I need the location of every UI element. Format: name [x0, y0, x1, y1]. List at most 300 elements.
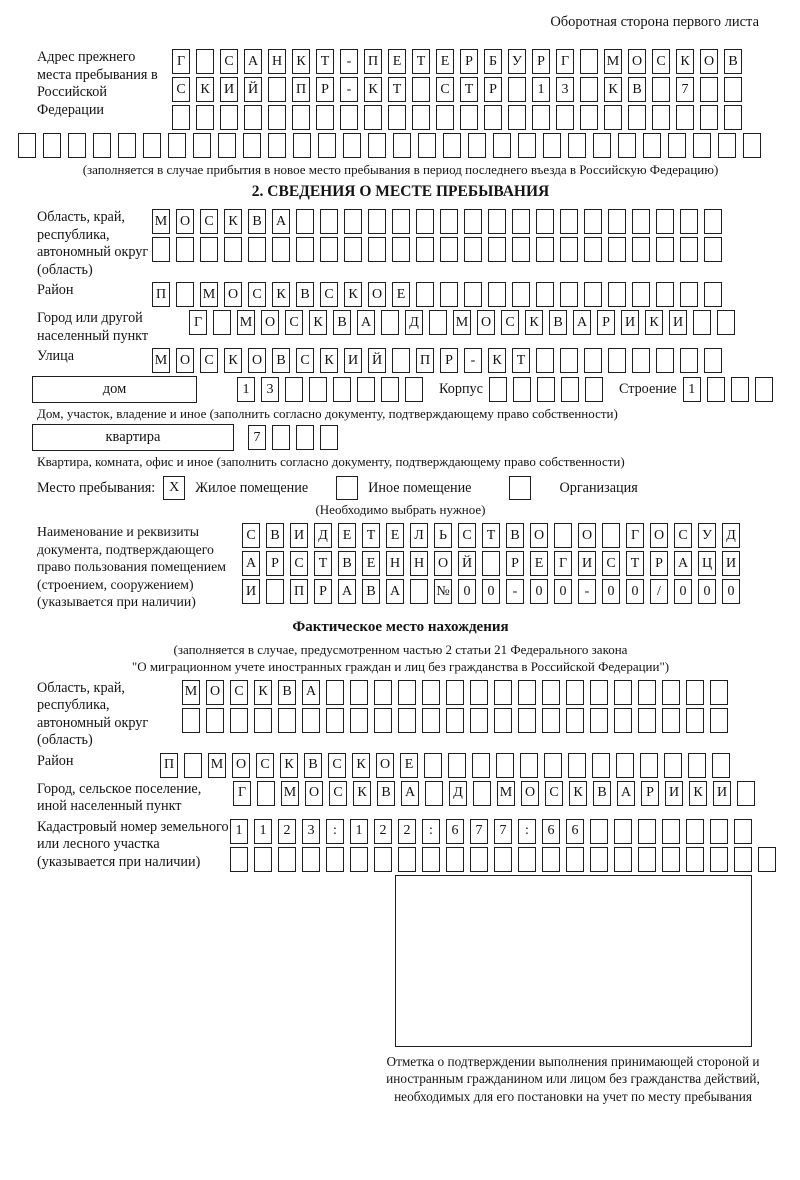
char-box[interactable]: С — [674, 523, 692, 548]
char-box[interactable] — [268, 133, 286, 158]
char-box[interactable]: Т — [362, 523, 380, 548]
char-box[interactable]: 6 — [446, 819, 464, 844]
char-box[interactable]: Е — [530, 551, 548, 576]
char-box[interactable]: Е — [436, 49, 454, 74]
char-box[interactable]: К — [604, 77, 622, 102]
char-box[interactable] — [584, 209, 602, 234]
char-box[interactable]: Ь — [434, 523, 452, 548]
char-box[interactable]: С — [501, 310, 519, 335]
char-box[interactable] — [662, 819, 680, 844]
char-box[interactable] — [556, 105, 574, 130]
char-box[interactable]: 2 — [398, 819, 416, 844]
char-box[interactable] — [608, 282, 626, 307]
char-box[interactable] — [707, 377, 725, 402]
char-box[interactable] — [656, 209, 674, 234]
char-box[interactable] — [560, 237, 578, 262]
char-box[interactable]: К — [645, 310, 663, 335]
char-box[interactable] — [344, 209, 362, 234]
checkbox-other-premises[interactable] — [336, 476, 358, 500]
char-box[interactable] — [320, 209, 338, 234]
char-box[interactable] — [196, 105, 214, 130]
char-box[interactable] — [218, 133, 236, 158]
char-box[interactable] — [593, 133, 611, 158]
char-box[interactable]: Й — [244, 77, 262, 102]
char-box[interactable] — [584, 282, 602, 307]
char-box[interactable]: Д — [405, 310, 423, 335]
char-box[interactable] — [388, 105, 406, 130]
char-box[interactable]: П — [416, 348, 434, 373]
char-box[interactable] — [638, 680, 656, 705]
char-box[interactable] — [296, 209, 314, 234]
char-box[interactable]: Г — [233, 781, 251, 806]
char-box[interactable]: К — [689, 781, 707, 806]
char-box[interactable] — [518, 133, 536, 158]
char-box[interactable] — [470, 847, 488, 872]
char-box[interactable] — [488, 237, 506, 262]
char-box[interactable] — [568, 753, 586, 778]
char-box[interactable]: Н — [268, 49, 286, 74]
char-box[interactable] — [638, 847, 656, 872]
char-box[interactable] — [638, 708, 656, 733]
char-box[interactable] — [700, 77, 718, 102]
char-box[interactable] — [392, 209, 410, 234]
char-box[interactable] — [292, 105, 310, 130]
char-box[interactable] — [320, 237, 338, 262]
char-box[interactable] — [585, 377, 603, 402]
char-box[interactable]: В — [506, 523, 524, 548]
char-box[interactable] — [350, 680, 368, 705]
char-box[interactable] — [718, 133, 736, 158]
char-box[interactable]: Т — [626, 551, 644, 576]
char-box[interactable]: Р — [484, 77, 502, 102]
char-box[interactable]: В — [593, 781, 611, 806]
char-box[interactable] — [410, 579, 428, 604]
char-box[interactable] — [680, 209, 698, 234]
char-box[interactable]: - — [464, 348, 482, 373]
char-box[interactable]: 1 — [254, 819, 272, 844]
char-box[interactable] — [604, 105, 622, 130]
char-box[interactable] — [393, 133, 411, 158]
char-box[interactable] — [213, 310, 231, 335]
char-box[interactable]: 7 — [494, 819, 512, 844]
char-box[interactable]: 6 — [542, 819, 560, 844]
char-box[interactable] — [554, 523, 572, 548]
char-box[interactable]: А — [386, 579, 404, 604]
char-box[interactable]: И — [713, 781, 731, 806]
char-box[interactable] — [704, 209, 722, 234]
char-box[interactable] — [614, 708, 632, 733]
char-box[interactable]: Е — [386, 523, 404, 548]
char-box[interactable]: Р — [650, 551, 668, 576]
char-box[interactable]: С — [328, 753, 346, 778]
char-box[interactable] — [640, 753, 658, 778]
char-box[interactable]: С — [220, 49, 238, 74]
char-box[interactable] — [602, 523, 620, 548]
char-box[interactable] — [422, 708, 440, 733]
char-box[interactable]: 0 — [458, 579, 476, 604]
char-box[interactable] — [724, 77, 742, 102]
char-box[interactable] — [268, 105, 286, 130]
char-box[interactable] — [93, 133, 111, 158]
char-box[interactable] — [278, 847, 296, 872]
char-box[interactable]: К — [320, 348, 338, 373]
char-box[interactable]: А — [617, 781, 635, 806]
char-box[interactable] — [268, 77, 286, 102]
char-box[interactable] — [340, 105, 358, 130]
char-box[interactable]: К — [352, 753, 370, 778]
char-box[interactable]: В — [362, 579, 380, 604]
char-box[interactable] — [350, 847, 368, 872]
char-box[interactable] — [152, 237, 170, 262]
char-box[interactable]: 0 — [626, 579, 644, 604]
char-box[interactable]: С — [242, 523, 260, 548]
char-box[interactable]: - — [578, 579, 596, 604]
char-box[interactable]: А — [244, 49, 262, 74]
char-box[interactable]: Р — [506, 551, 524, 576]
char-box[interactable] — [710, 819, 728, 844]
char-box[interactable]: Р — [316, 77, 334, 102]
char-box[interactable] — [704, 282, 722, 307]
char-box[interactable]: О — [477, 310, 495, 335]
char-box[interactable] — [488, 282, 506, 307]
char-box[interactable] — [688, 753, 706, 778]
char-box[interactable]: : — [326, 819, 344, 844]
char-box[interactable]: Г — [626, 523, 644, 548]
char-box[interactable]: - — [506, 579, 524, 604]
char-box[interactable] — [584, 237, 602, 262]
char-box[interactable] — [494, 708, 512, 733]
char-box[interactable] — [374, 680, 392, 705]
char-box[interactable] — [326, 708, 344, 733]
char-box[interactable] — [168, 133, 186, 158]
char-box[interactable]: П — [290, 579, 308, 604]
char-box[interactable]: Т — [316, 49, 334, 74]
char-box[interactable]: С — [290, 551, 308, 576]
char-box[interactable] — [425, 781, 443, 806]
char-box[interactable] — [285, 377, 303, 402]
char-box[interactable] — [468, 133, 486, 158]
char-box[interactable] — [278, 708, 296, 733]
char-box[interactable] — [357, 377, 375, 402]
char-box[interactable] — [494, 847, 512, 872]
char-box[interactable]: О — [434, 551, 452, 576]
char-box[interactable]: Р — [266, 551, 284, 576]
char-box[interactable]: 0 — [602, 579, 620, 604]
char-box[interactable]: 7 — [248, 425, 266, 450]
char-box[interactable]: К — [569, 781, 587, 806]
char-box[interactable]: А — [242, 551, 260, 576]
char-box[interactable] — [244, 105, 262, 130]
char-box[interactable]: А — [272, 209, 290, 234]
checkbox-organization[interactable] — [509, 476, 531, 500]
char-box[interactable] — [464, 237, 482, 262]
char-box[interactable] — [614, 819, 632, 844]
char-box[interactable]: К — [488, 348, 506, 373]
char-box[interactable] — [326, 680, 344, 705]
char-box[interactable]: 0 — [530, 579, 548, 604]
char-box[interactable]: 2 — [278, 819, 296, 844]
char-box[interactable]: М — [200, 282, 218, 307]
char-box[interactable] — [296, 425, 314, 450]
char-box[interactable]: Т — [512, 348, 530, 373]
char-box[interactable] — [686, 708, 704, 733]
char-box[interactable]: - — [340, 77, 358, 102]
char-box[interactable] — [618, 133, 636, 158]
char-box[interactable]: В — [628, 77, 646, 102]
char-box[interactable] — [542, 847, 560, 872]
char-box[interactable]: 3 — [302, 819, 320, 844]
char-box[interactable] — [652, 105, 670, 130]
char-box[interactable] — [668, 133, 686, 158]
char-box[interactable] — [302, 708, 320, 733]
char-box[interactable] — [422, 847, 440, 872]
char-box[interactable]: С — [200, 348, 218, 373]
char-box[interactable]: В — [377, 781, 395, 806]
char-box[interactable] — [580, 105, 598, 130]
char-box[interactable]: Й — [368, 348, 386, 373]
char-box[interactable]: О — [206, 680, 224, 705]
char-box[interactable] — [700, 105, 718, 130]
char-box[interactable] — [254, 847, 272, 872]
char-box[interactable] — [257, 781, 275, 806]
char-box[interactable] — [488, 209, 506, 234]
char-box[interactable] — [513, 377, 531, 402]
char-box[interactable]: 0 — [674, 579, 692, 604]
char-box[interactable]: Т — [314, 551, 332, 576]
char-box[interactable] — [693, 310, 711, 335]
char-box[interactable]: И — [290, 523, 308, 548]
char-box[interactable]: С — [436, 77, 454, 102]
char-box[interactable] — [309, 377, 327, 402]
char-box[interactable]: И — [220, 77, 238, 102]
char-box[interactable]: К — [364, 77, 382, 102]
char-box[interactable] — [710, 680, 728, 705]
char-box[interactable] — [448, 753, 466, 778]
char-box[interactable] — [704, 237, 722, 262]
char-box[interactable]: О — [176, 209, 194, 234]
char-box[interactable] — [518, 708, 536, 733]
char-box[interactable]: 0 — [482, 579, 500, 604]
char-box[interactable] — [568, 133, 586, 158]
char-box[interactable]: М — [281, 781, 299, 806]
char-box[interactable] — [560, 282, 578, 307]
char-box[interactable]: В — [724, 49, 742, 74]
char-box[interactable]: А — [357, 310, 375, 335]
char-box[interactable]: О — [578, 523, 596, 548]
char-box[interactable]: Р — [460, 49, 478, 74]
char-box[interactable]: Т — [482, 523, 500, 548]
char-box[interactable] — [446, 708, 464, 733]
char-box[interactable] — [416, 237, 434, 262]
char-box[interactable]: Т — [412, 49, 430, 74]
char-box[interactable]: 3 — [261, 377, 279, 402]
char-box[interactable]: 1 — [532, 77, 550, 102]
char-box[interactable] — [590, 680, 608, 705]
char-box[interactable] — [537, 377, 555, 402]
char-box[interactable]: К — [676, 49, 694, 74]
char-box[interactable] — [18, 133, 36, 158]
char-box[interactable] — [172, 105, 190, 130]
char-box[interactable] — [656, 237, 674, 262]
char-box[interactable]: Г — [172, 49, 190, 74]
char-box[interactable] — [412, 77, 430, 102]
char-box[interactable]: И — [621, 310, 639, 335]
char-box[interactable] — [734, 847, 752, 872]
char-box[interactable] — [374, 708, 392, 733]
char-box[interactable] — [482, 551, 500, 576]
char-box[interactable] — [710, 847, 728, 872]
char-box[interactable]: П — [160, 753, 178, 778]
char-box[interactable] — [560, 209, 578, 234]
char-box[interactable] — [224, 237, 242, 262]
char-box[interactable]: 0 — [698, 579, 716, 604]
char-box[interactable] — [512, 237, 530, 262]
char-box[interactable] — [566, 680, 584, 705]
char-box[interactable]: К — [224, 209, 242, 234]
char-box[interactable] — [680, 282, 698, 307]
char-box[interactable]: П — [364, 49, 382, 74]
char-box[interactable] — [632, 282, 650, 307]
char-box[interactable] — [686, 680, 704, 705]
char-box[interactable] — [493, 133, 511, 158]
char-box[interactable]: С — [545, 781, 563, 806]
char-box[interactable] — [460, 105, 478, 130]
char-box[interactable] — [566, 708, 584, 733]
char-box[interactable] — [243, 133, 261, 158]
char-box[interactable]: Д — [722, 523, 740, 548]
char-box[interactable] — [676, 105, 694, 130]
char-box[interactable]: С — [285, 310, 303, 335]
char-box[interactable] — [193, 133, 211, 158]
char-box[interactable]: О — [176, 348, 194, 373]
char-box[interactable]: Д — [314, 523, 332, 548]
char-box[interactable] — [473, 781, 491, 806]
char-box[interactable] — [544, 753, 562, 778]
char-box[interactable]: В — [338, 551, 356, 576]
char-box[interactable] — [318, 133, 336, 158]
char-box[interactable] — [686, 819, 704, 844]
char-box[interactable]: 3 — [556, 77, 574, 102]
char-box[interactable] — [512, 209, 530, 234]
char-box[interactable]: Г — [189, 310, 207, 335]
char-box[interactable] — [656, 282, 674, 307]
char-box[interactable] — [296, 237, 314, 262]
char-box[interactable] — [333, 377, 351, 402]
char-box[interactable]: О — [376, 753, 394, 778]
char-box[interactable]: С — [602, 551, 620, 576]
char-box[interactable]: К — [224, 348, 242, 373]
char-box[interactable]: К — [280, 753, 298, 778]
char-box[interactable] — [561, 377, 579, 402]
char-box[interactable] — [424, 753, 442, 778]
char-box[interactable] — [398, 847, 416, 872]
char-box[interactable] — [693, 133, 711, 158]
char-box[interactable]: А — [573, 310, 591, 335]
char-box[interactable] — [429, 310, 447, 335]
char-box[interactable] — [608, 209, 626, 234]
char-box[interactable] — [731, 377, 749, 402]
char-box[interactable]: Е — [388, 49, 406, 74]
char-box[interactable]: Б — [484, 49, 502, 74]
char-box[interactable]: О — [530, 523, 548, 548]
char-box[interactable]: В — [248, 209, 266, 234]
char-box[interactable] — [470, 680, 488, 705]
char-box[interactable] — [176, 282, 194, 307]
char-box[interactable]: / — [650, 579, 668, 604]
char-box[interactable]: С — [172, 77, 190, 102]
char-box[interactable]: К — [272, 282, 290, 307]
char-box[interactable]: И — [669, 310, 687, 335]
char-box[interactable] — [580, 77, 598, 102]
char-box[interactable]: О — [521, 781, 539, 806]
char-box[interactable]: С — [652, 49, 670, 74]
char-box[interactable] — [472, 753, 490, 778]
char-box[interactable] — [68, 133, 86, 158]
char-box[interactable]: М — [182, 680, 200, 705]
char-box[interactable] — [230, 847, 248, 872]
char-box[interactable]: К — [254, 680, 272, 705]
char-box[interactable] — [508, 105, 526, 130]
char-box[interactable] — [320, 425, 338, 450]
char-box[interactable]: М — [152, 348, 170, 373]
char-box[interactable]: В — [333, 310, 351, 335]
char-box[interactable]: М — [152, 209, 170, 234]
char-box[interactable] — [350, 708, 368, 733]
char-box[interactable] — [590, 819, 608, 844]
char-box[interactable] — [755, 377, 773, 402]
char-box[interactable]: 1 — [237, 377, 255, 402]
char-box[interactable] — [200, 237, 218, 262]
char-box[interactable] — [518, 847, 536, 872]
char-box[interactable]: М — [208, 753, 226, 778]
char-box[interactable] — [206, 708, 224, 733]
char-box[interactable] — [440, 237, 458, 262]
char-box[interactable] — [542, 680, 560, 705]
char-box[interactable]: 1 — [350, 819, 368, 844]
char-box[interactable]: Ц — [698, 551, 716, 576]
char-box[interactable] — [143, 133, 161, 158]
char-box[interactable]: Р — [641, 781, 659, 806]
char-box[interactable] — [737, 781, 755, 806]
char-box[interactable]: С — [296, 348, 314, 373]
char-box[interactable] — [632, 237, 650, 262]
char-box[interactable] — [710, 708, 728, 733]
char-box[interactable] — [398, 708, 416, 733]
char-box[interactable]: Р — [597, 310, 615, 335]
char-box[interactable] — [512, 282, 530, 307]
char-box[interactable]: О — [628, 49, 646, 74]
char-box[interactable]: Р — [440, 348, 458, 373]
char-box[interactable] — [422, 680, 440, 705]
char-box[interactable]: : — [518, 819, 536, 844]
char-box[interactable] — [542, 708, 560, 733]
char-box[interactable] — [628, 105, 646, 130]
char-box[interactable]: И — [344, 348, 362, 373]
char-box[interactable]: 0 — [722, 579, 740, 604]
char-box[interactable] — [592, 753, 610, 778]
char-box[interactable] — [584, 348, 602, 373]
char-box[interactable] — [392, 348, 410, 373]
char-box[interactable]: С — [256, 753, 274, 778]
char-box[interactable]: И — [665, 781, 683, 806]
char-box[interactable]: О — [305, 781, 323, 806]
char-box[interactable] — [272, 237, 290, 262]
char-box[interactable] — [543, 133, 561, 158]
char-box[interactable] — [344, 237, 362, 262]
char-box[interactable] — [496, 753, 514, 778]
char-box[interactable]: К — [344, 282, 362, 307]
char-box[interactable]: В — [304, 753, 322, 778]
